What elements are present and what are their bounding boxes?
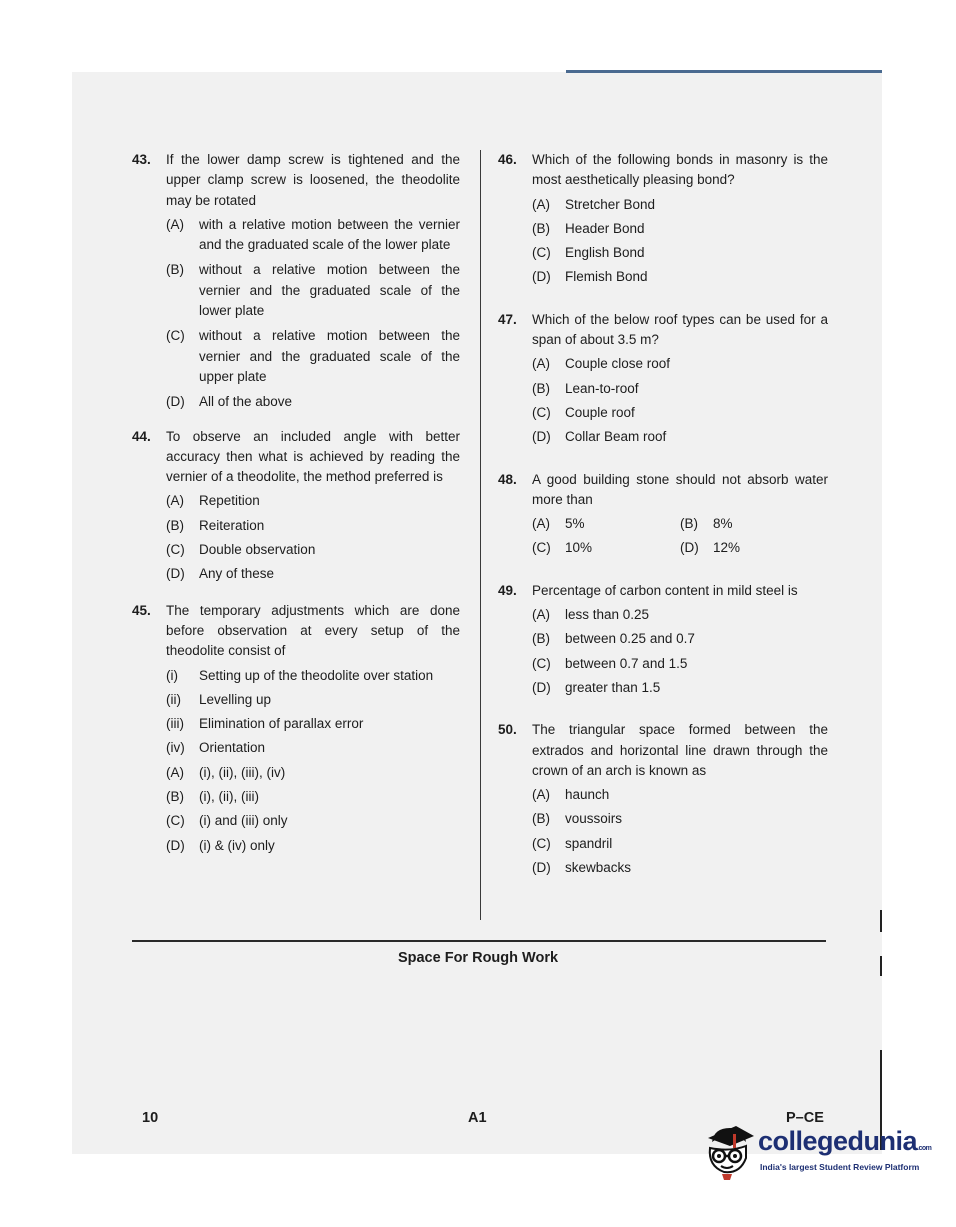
option-text: (i) and (iii) only [199,813,288,829]
option-text: 5% [565,516,585,532]
statement-text: Setting up of the theodolite over station [199,667,434,683]
option-text: Double observation [199,542,316,558]
option-letter: (B) [166,789,184,805]
statement-numeral: (iii) [166,716,184,732]
question-number: 47. [498,311,517,327]
option [680,538,828,558]
option [532,514,680,534]
question-number: 50. [498,722,517,738]
question-number: 46. [498,152,517,167]
question-stem: If the lower damp screw is tightened and the upper clamp screw is loosened, the theodolite may be rotated [166,152,460,208]
option-text: (i), (ii), (iii) [199,789,259,805]
option-text: haunch [565,787,610,803]
question-43 [132,150,460,413]
option-text: skewbacks [565,860,632,876]
question-stem: Which of the following bonds in masonry is the most aesthetically pleasing bond? [532,152,828,188]
collegedunia-logo [700,1122,930,1192]
option-text: English Bond [565,245,645,261]
option [532,858,828,878]
option-letter: (C) [166,328,185,344]
option-letter: (C) [532,655,551,671]
option-letter: (A) [532,607,550,623]
option-letter: (B) [532,380,550,396]
option-text: between 0.25 and 0.7 [565,631,695,647]
option-text: Reiteration [199,517,265,533]
option-letter: (A) [166,216,184,232]
statement-text: Orientation [199,740,266,756]
statement-numeral: (iv) [166,740,185,756]
option-letter: (B) [166,262,184,278]
option-text: 10% [565,540,593,556]
option-letter: (D) [532,429,551,445]
column-divider [480,150,481,920]
option-text: Couple close roof [565,356,671,372]
left-question-column [132,150,460,874]
option-text: Couple roof [565,404,635,420]
option-row [532,514,828,534]
option [532,195,828,215]
option-text: greater than 1.5 [565,679,661,695]
option-letter: (D) [532,269,551,285]
option [166,491,460,511]
option-text: Stretcher Bond [565,196,656,212]
question-stem: The temporary adjustments which are done before observation at every setup of the theodolite consist of [166,602,460,659]
option-row [532,538,828,558]
option-letter: (D) [166,566,185,582]
option [166,215,460,256]
option [532,243,828,263]
option-text: without a relative motion between the vernier and the graduated scale of the upper plate [199,328,460,384]
scan-edge-mark [880,910,882,932]
statement [166,690,460,710]
option-text: between 0.7 and 1.5 [565,655,688,671]
option [532,809,828,829]
question-49 [498,581,828,698]
page-number: 10 [142,1110,159,1126]
question-44 [132,427,460,585]
option-letter: (B) [166,517,184,533]
statement-text: Levelling up [199,691,272,707]
statement [166,666,460,686]
option-letter: (A) [166,493,184,509]
question-47 [498,310,828,448]
option-text: Repetition [199,493,260,509]
option-text: with a relative motion between the vernier and the graduated scale of the lower plate [199,216,460,253]
option [532,654,828,674]
right-question-column [498,150,828,896]
option-letter: (C) [532,540,551,556]
option [166,326,460,387]
option-letter: (C) [532,404,551,420]
option-letter: (C) [532,835,551,851]
question-50 [498,720,828,878]
option [532,834,828,854]
option-letter: (D) [166,394,185,410]
option-text: Header Bond [565,220,645,236]
option-letter: (A) [532,356,550,372]
option [532,354,828,374]
rough-work-divider [132,940,826,942]
option-letter: (B) [680,516,698,532]
option-text: spandril [565,835,613,851]
option [166,787,460,807]
option-text: Any of these [199,566,275,582]
option [166,763,460,783]
question-stem: A good building stone should not absorb water more than [532,471,828,507]
option-text: All of the above [199,394,293,410]
question-stem: The triangular space formed between the extrados and horizontal line drawn through the crown of an arch is known as [532,722,828,778]
option-letter: (C) [166,542,185,558]
option-letter: (D) [680,540,699,556]
option [166,564,460,584]
option-letter: (B) [532,811,550,827]
option-text: Collar Beam roof [565,429,667,445]
question-number: 48. [498,471,517,487]
statement [166,714,460,734]
option-letter: (D) [532,860,551,876]
question-stem: To observe an included angle with better accuracy then what is achieved by reading the vernier of a theodolite, the method preferred is [166,428,460,485]
logo-name: collegedunia [758,1126,918,1156]
question-stem: Which of the below roof types can be used for a span of about 3.5 m? [532,311,828,348]
question-number: 44. [132,428,151,444]
set-code: A1 [468,1110,487,1126]
option-letter: (A) [166,764,184,780]
rough-work-heading: Space For Rough Work [397,950,559,966]
option-letter: (A) [532,196,550,212]
option [532,538,680,558]
option-letter: (A) [532,516,550,532]
option [166,811,460,831]
option-letter: (B) [532,220,550,236]
option [532,605,828,625]
question-stem: Percentage of carbon content in mild steel is [532,582,798,598]
option [532,678,828,698]
scan-edge-line [566,70,882,73]
student-mascot-icon [700,1122,758,1184]
option-letter: (C) [532,245,551,261]
option-text: Lean-to-roof [565,380,639,396]
option [532,427,828,447]
option-letter: (A) [532,787,550,803]
question-number: 43. [132,152,151,167]
option-letter: (D) [532,679,551,695]
question-number: 45. [132,602,151,618]
option-text: less than 0.25 [565,607,650,623]
option [532,379,828,399]
option [532,267,828,287]
option-letter: (B) [532,631,550,647]
option [166,392,460,412]
option-text: without a relative motion between the vernier and the graduated scale of the lower plate [199,262,460,319]
option [166,836,460,856]
option [532,403,828,423]
option [532,219,828,239]
option [532,629,828,649]
logo-suffix: .com [917,1145,932,1152]
question-45 [132,601,460,856]
question-46 [498,150,828,288]
logo-tagline: India's largest Student Review Platform [760,1162,920,1172]
option-text: (i), (ii), (iii), (iv) [199,764,286,780]
option-text: (i) & (iv) only [199,837,275,853]
option-letter: (D) [166,837,185,853]
statement-numeral: (ii) [166,691,181,707]
option [166,260,460,321]
option [680,514,828,534]
option [166,540,460,560]
statement-numeral: (i) [166,667,178,683]
statement-text: Elimination of parallax error [199,716,364,732]
question-48 [498,470,828,559]
option-letter: (C) [166,813,185,829]
question-number: 49. [498,582,517,598]
option-text: voussoirs [565,811,623,827]
option-text: 8% [713,516,733,532]
option-text: 12% [713,540,741,556]
option [532,785,828,805]
option-text: Flemish Bond [565,269,648,285]
logo-wordmark [758,1126,931,1157]
option [166,516,460,536]
paper-code: P–CE [786,1110,824,1126]
statement [166,738,460,758]
